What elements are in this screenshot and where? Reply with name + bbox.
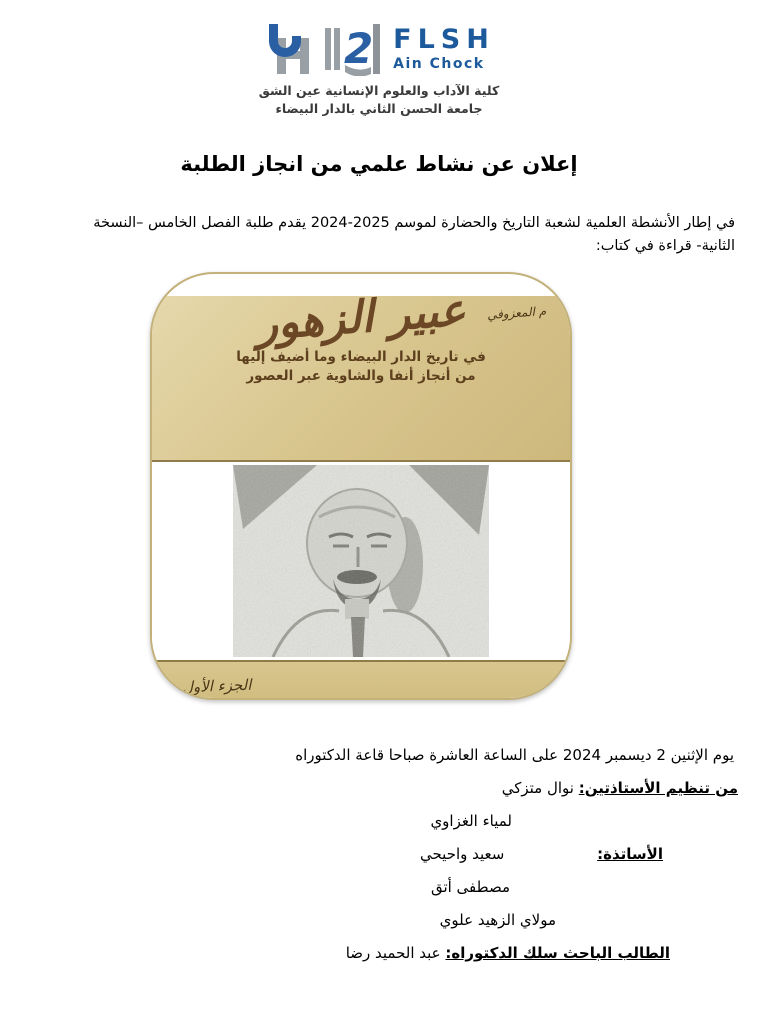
book-subtitle-line-1: في تاريخ الدار البيضاء وما أضيف إليها	[236, 349, 486, 365]
organizer-name-2-row	[0, 805, 512, 838]
book-cover-photo-band	[152, 462, 570, 662]
logo-wordmark	[393, 26, 495, 72]
organizer-name-2: لمياء الغزاوي	[430, 812, 512, 830]
professor-name-2: مصطفى أتق	[430, 878, 510, 896]
svg-text:2: 2	[344, 24, 374, 73]
logo-flsh-text: FLSH	[393, 24, 495, 55]
book-cover-top-band	[152, 284, 570, 462]
intro-paragraph	[0, 212, 758, 258]
intro-line-2: الثانية- قراءة في كتاب:	[595, 238, 735, 254]
book-cover-bottom-band	[152, 662, 570, 700]
phd-student-label: الطالب الباحث سلك الدكتوراه:	[445, 944, 670, 962]
book-cover-portrait	[233, 465, 489, 657]
university-logo-mark	[263, 22, 381, 76]
header	[0, 0, 758, 118]
book-author-name: م المعزوفي	[486, 303, 547, 323]
professors-label: الأساتذة:	[597, 845, 663, 863]
university-logo	[263, 22, 495, 76]
faculty-name-arabic: كلية الآداب والعلوم الإنسانية عين الشق	[258, 83, 500, 98]
organizers-label: من تنظيم الأستاذتين:	[578, 779, 738, 797]
logo-campus-text: Ain Chock	[393, 56, 485, 72]
professor-name-1: سعيد واحيحي	[419, 845, 505, 863]
phd-student-row	[0, 937, 670, 970]
book-volume-label: الجزء الأول	[181, 675, 252, 697]
book-title-calligraphy: عبير الزهور	[254, 284, 468, 351]
professor-name-3: مولاي الزهيد علوي	[439, 911, 556, 929]
professor-name-3-row	[0, 904, 556, 937]
professors-row	[0, 838, 663, 871]
book-cover	[150, 272, 572, 700]
organizers-row	[0, 772, 738, 805]
book-subtitle-line-2: من أنجاز أنفا والشاوية عبر العصور	[246, 368, 476, 384]
book-subtitle	[152, 348, 570, 386]
intro-line-1: في إطار الأنشطة العلمية لشعبة التاريخ والحضارة لموسم 2025-2024 يقدم طلبة الفصل الخامس –النسخة	[93, 215, 735, 231]
event-date-line: يوم الإثنين 2 ديسمبر 2024 على الساعة العاشرة صباحا قاعة الدكتوراه	[295, 746, 734, 764]
phd-student-name: عبد الحميد رضا	[345, 944, 441, 962]
professor-name-2-row	[0, 871, 510, 904]
logo-arabic-caption	[259, 82, 500, 118]
page-title: إعلان عن نشاط علمي من انجاز الطلبة	[180, 152, 578, 176]
people-list	[0, 772, 758, 970]
organizer-name-1: نوال متزكي	[501, 779, 574, 797]
university-name-arabic: جامعة الحسن الثاني بالدار البيضاء	[275, 101, 483, 116]
